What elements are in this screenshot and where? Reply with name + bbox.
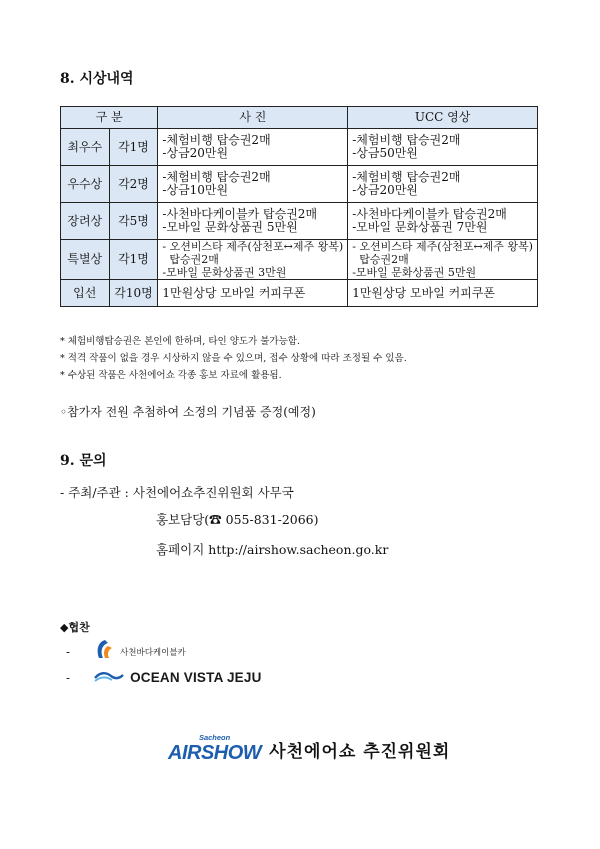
count-cell: 각5명 xyxy=(109,203,158,240)
prize-line: 탑승권2매 xyxy=(162,253,219,266)
rank-cell: 입선 xyxy=(61,280,110,307)
prize-line: -사천바다케이블카 탑승권2매 xyxy=(352,207,507,221)
cablecar-logo-text: 사천바다케이블카 xyxy=(120,648,186,658)
prize-line: 1만원상당 모바일 커피쿠폰 xyxy=(162,285,306,300)
awards-table xyxy=(60,106,538,307)
table-row xyxy=(61,240,538,280)
rank-cell: 우수상 xyxy=(61,166,110,203)
rank-cell: 장려상 xyxy=(61,203,110,240)
prize-line: -체험비행 탑승권2매 xyxy=(162,170,271,184)
ucc-prize-cell xyxy=(348,240,538,280)
prize-line: -모바일 문화상품권 5만원 xyxy=(352,266,477,279)
photo-prize-cell xyxy=(158,240,348,280)
photo-prize-cell xyxy=(158,129,348,166)
oceanvista-logo-text: OCEAN VISTA JEJU xyxy=(130,670,262,685)
header-photo: 사 진 xyxy=(158,107,348,129)
prize-line: -상금20만원 xyxy=(162,146,229,160)
organization-name: 사천에어쇼 추진위원회 xyxy=(269,742,451,762)
count-cell: 각10명 xyxy=(109,280,158,307)
photo-prize-cell xyxy=(158,203,348,240)
prize-line: -체험비행 탑승권2매 xyxy=(162,133,271,147)
prize-line: -상금20만원 xyxy=(352,183,418,197)
note-item: * 적격 작품이 없을 경우 시상하지 않을 수 있으며, 접수 상황에 따라 조정될 수 있음. xyxy=(60,353,407,364)
note-item: * 체험비행탑승권은 본인에 한하며, 타인 양도가 불가능함. xyxy=(60,336,300,347)
ucc-prize-cell xyxy=(348,203,538,240)
prize-line: -체험비행 탑승권2매 xyxy=(352,133,461,147)
rank-cell: 특별상 xyxy=(61,240,110,280)
prize-line: -사천바다케이블카 탑승권2매 xyxy=(162,207,318,221)
header-category: 구 분 xyxy=(61,107,158,129)
count-cell: 각2명 xyxy=(109,166,158,203)
wave-logo-icon xyxy=(94,668,124,687)
sponsor-cablecar xyxy=(66,638,186,666)
pr-contact: 홍보담당(☎ 055-831-2066) xyxy=(156,512,319,527)
rank-cell: 최우수 xyxy=(61,129,110,166)
prize-line: -모바일 문화상품권 3만원 xyxy=(162,266,287,279)
table-row xyxy=(61,203,538,240)
gift-note: ◦참가자 전원 추첨하여 소정의 기념품 증정(예정) xyxy=(60,405,316,419)
note-item: * 수상된 작품은 사천에어쇼 각종 홍보 자료에 활용됨. xyxy=(60,370,282,381)
notes-list xyxy=(60,333,407,384)
prize-line: 탑승권2매 xyxy=(352,253,409,266)
host-info: - 주최/주관 : 사천에어쇼추진위원회 사무국 xyxy=(60,485,294,500)
prize-line: -상금50만원 xyxy=(352,146,418,160)
table-row xyxy=(61,129,538,166)
section-9-title: 9. 문의 xyxy=(60,453,107,469)
ucc-prize-cell xyxy=(348,166,538,203)
prize-line: -체험비행 탑승권2매 xyxy=(352,170,461,184)
sponsor-title: ◆협찬 xyxy=(60,621,90,634)
photo-prize-cell xyxy=(158,166,348,203)
count-cell: 각1명 xyxy=(109,129,158,166)
cablecar-logo-icon xyxy=(94,638,116,666)
sponsor-oceanvista xyxy=(66,668,262,687)
sponsor-dash: - xyxy=(66,670,71,685)
prize-line: -상금10만원 xyxy=(162,183,229,197)
prize-line: -모바일 문화상품권 7만원 xyxy=(352,220,488,234)
header-ucc: UCC 영상 xyxy=(348,107,538,129)
airshow-logo-text: AIRSHOW xyxy=(168,742,262,764)
table-row xyxy=(61,280,538,307)
sponsor-dash: - xyxy=(66,645,71,659)
count-cell: 각1명 xyxy=(109,240,158,280)
ucc-prize-cell xyxy=(348,280,538,307)
prize-line: - 오션비스타 제주(삼천포↔제주 왕복) xyxy=(352,240,533,253)
table-row xyxy=(61,166,538,203)
prize-line: - 오션비스타 제주(삼천포↔제주 왕복) xyxy=(162,240,344,253)
airshow-logo-small: Sacheon xyxy=(198,733,231,742)
footer-branding xyxy=(168,734,450,764)
homepage-link[interactable]: 홈페이지 http://airshow.sacheon.go.kr xyxy=(156,542,389,557)
prize-line: 1만원상당 모바일 커피쿠폰 xyxy=(352,285,495,300)
ucc-prize-cell xyxy=(348,129,538,166)
section-8-title: 8. 시상내역 xyxy=(60,71,134,87)
prize-line: -모바일 문화상품권 5만원 xyxy=(162,220,298,234)
airshow-logo xyxy=(168,734,261,764)
photo-prize-cell xyxy=(158,280,348,307)
